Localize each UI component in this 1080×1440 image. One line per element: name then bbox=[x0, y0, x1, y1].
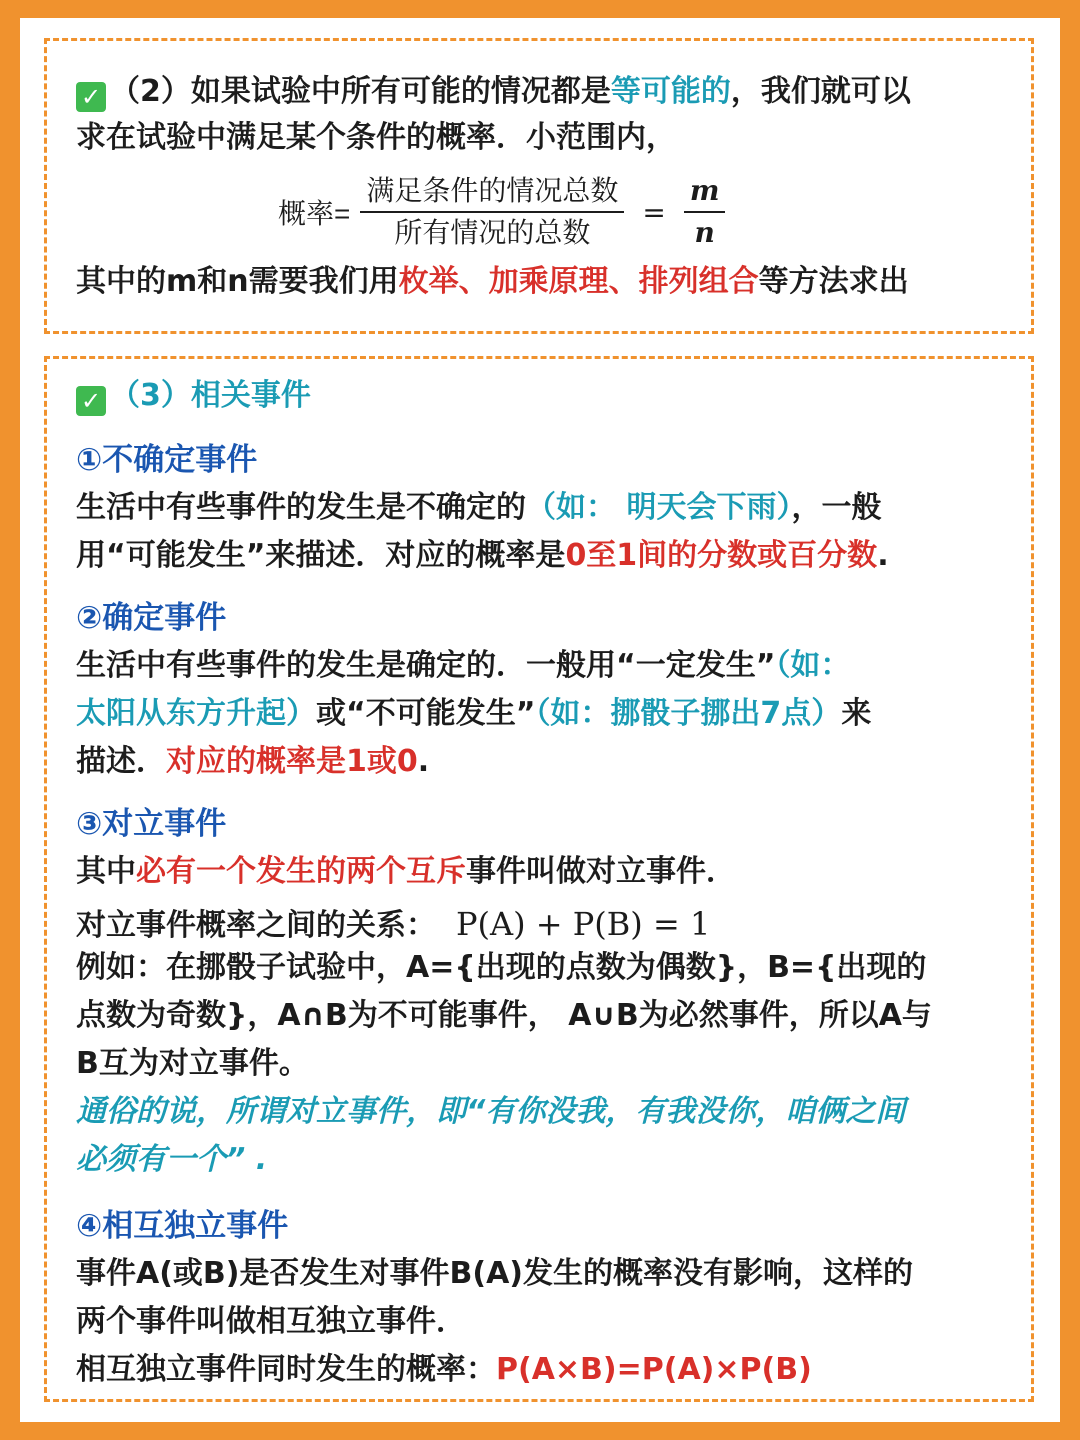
independent-event-formula: P(A×B)=P(A)×P(B) bbox=[496, 1352, 812, 1387]
example-sunrise: 太阳从东方升起） bbox=[76, 696, 316, 731]
opposite-event-formula: P(A) + P(B) = 1 bbox=[456, 905, 711, 943]
s4-line3 bbox=[76, 1350, 812, 1390]
s2-line1 bbox=[76, 646, 850, 686]
s1-line2 bbox=[76, 536, 889, 576]
section2-line4 bbox=[76, 262, 909, 302]
text: 其中的m和n需要我们用 bbox=[76, 264, 399, 299]
text: 生活中有些事件的发生是不确定的 bbox=[76, 490, 526, 525]
s1-line1 bbox=[76, 488, 881, 528]
text: ，我们就可以 bbox=[730, 74, 911, 109]
highlight-mutually-exclusive: 必有一个发生的两个互斥 bbox=[136, 854, 466, 889]
heading-certain-event: ②确定事件 bbox=[76, 600, 227, 636]
s4-line1: 事件A(或B)是否发生对事件B(A)发生的概率没有影响，这样的 bbox=[76, 1256, 914, 1291]
fraction-m: m bbox=[684, 173, 726, 213]
highlight-equal-probability: 等可能的 bbox=[610, 74, 731, 109]
s4-line2: 两个事件叫做相互独立事件． bbox=[76, 1304, 466, 1339]
example-rain: （如： 明天会下雨） bbox=[526, 490, 792, 525]
check-box-icon: ✓ bbox=[76, 386, 106, 416]
s3-colloquial-line1: 通俗的说，所谓对立事件，即“有你没我，有我没你，咱俩之间 bbox=[76, 1094, 906, 1129]
text: 生活中有些事件的发生是确定的．一般用“一定发生” bbox=[76, 648, 776, 683]
heading-independent-event: ④相互独立事件 bbox=[76, 1208, 289, 1244]
highlight-methods: 枚举、加乘原理、排列组合 bbox=[398, 264, 759, 299]
s3-line5: B互为对立事件。 bbox=[76, 1046, 309, 1081]
text: 对立事件概率之间的关系： bbox=[76, 908, 436, 943]
section2-line2: 求在试验中满足某个条件的概率．小范围内， bbox=[76, 120, 676, 155]
highlight-probability-range: 0至1间的分数或百分数 bbox=[565, 538, 878, 573]
text: 事件叫做对立事件． bbox=[466, 854, 736, 889]
s3-line3: 例如：在挪骰子试验中，A={出现的点数为偶数}，B={出现的 bbox=[76, 950, 927, 985]
text: 或“不可能发生” bbox=[316, 696, 536, 731]
s3-line4: 点数为奇数}，A∩B为不可能事件， A∪B为必然事件，所以A与 bbox=[76, 998, 932, 1033]
text: （2）如果试验中所有可能的情况都是 bbox=[110, 74, 611, 109]
highlight-probability-1-or-0: 对应的概率是1或0 bbox=[166, 744, 418, 779]
text: 来 bbox=[841, 696, 872, 731]
text: . bbox=[417, 744, 430, 779]
formula-equals: = bbox=[642, 195, 666, 229]
text: 等方法求出 bbox=[758, 264, 909, 299]
section3-title bbox=[76, 376, 311, 416]
heading-uncertain-event: ①不确定事件 bbox=[76, 442, 258, 478]
text: 其中 bbox=[76, 854, 136, 889]
section3-title-text: （3）相关事件 bbox=[110, 378, 311, 413]
probability-formula bbox=[278, 170, 735, 254]
text: 描述． bbox=[76, 744, 166, 779]
check-box-icon: ✓ bbox=[76, 82, 106, 112]
heading-opposite-event: ③对立事件 bbox=[76, 806, 227, 842]
s3-line2 bbox=[76, 904, 710, 946]
fraction-numerator: 满足条件的情况总数 bbox=[360, 173, 624, 213]
text: ，一般 bbox=[791, 490, 882, 525]
example-open: （如： bbox=[775, 648, 851, 683]
fraction-mn bbox=[684, 173, 726, 251]
example-dice-7: （如：挪骰子挪出7点） bbox=[535, 696, 842, 731]
s3-line1 bbox=[76, 852, 736, 892]
fraction-text bbox=[360, 173, 624, 251]
fraction-n: n bbox=[694, 216, 715, 249]
page bbox=[20, 18, 1060, 1422]
fraction-denominator: 所有情况的总数 bbox=[394, 217, 591, 248]
section2-line1 bbox=[76, 72, 911, 112]
text: . bbox=[877, 538, 889, 573]
s2-line3 bbox=[76, 742, 429, 782]
s2-line2 bbox=[76, 694, 871, 734]
text: 相互独立事件同时发生的概率： bbox=[76, 1352, 496, 1387]
s3-colloquial-line2: 必须有一个” . bbox=[76, 1142, 268, 1177]
text: 用“可能发生”来描述．对应的概率是 bbox=[76, 538, 566, 573]
formula-lhs: 概率= bbox=[278, 198, 351, 229]
